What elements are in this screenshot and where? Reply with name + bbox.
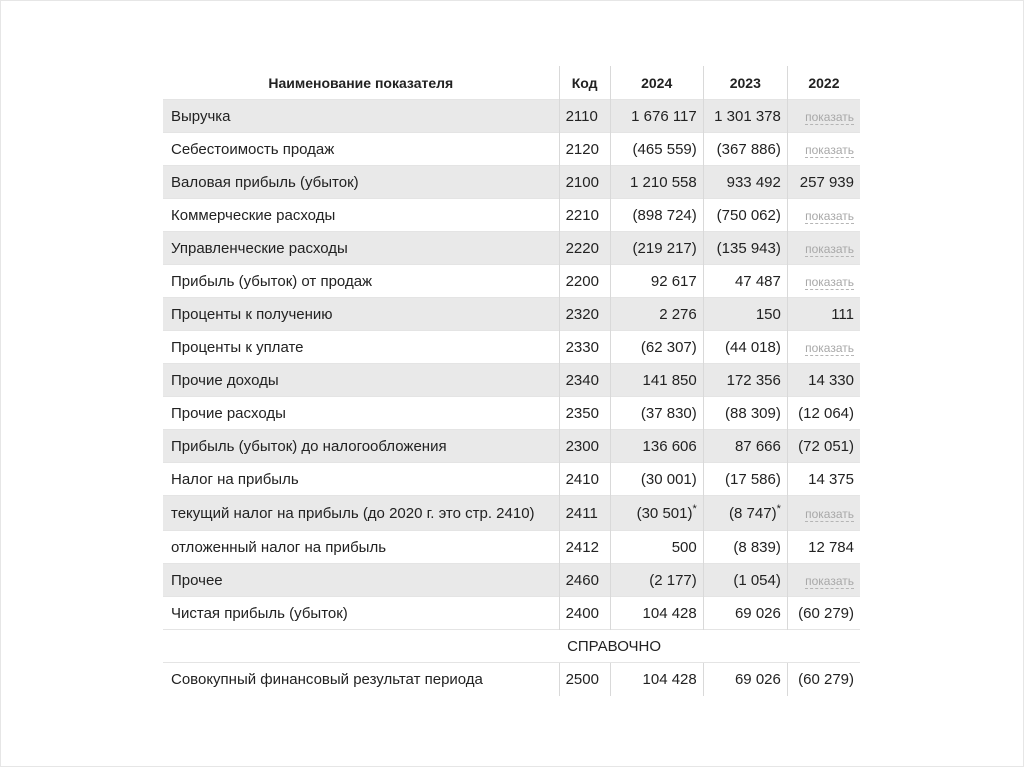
show-value-link[interactable]: показать — [805, 208, 854, 223]
value-2022 — [787, 496, 860, 531]
section-row — [163, 630, 860, 663]
value-2023: (44 018) — [703, 331, 787, 364]
value-2024: (37 830) — [610, 397, 703, 430]
table-row — [163, 430, 860, 463]
row-code: 2120 — [559, 133, 610, 166]
value-2022 — [787, 232, 860, 265]
value-2022 — [787, 133, 860, 166]
value-2022: 12 784 — [787, 531, 860, 564]
value-2024: 500 — [610, 531, 703, 564]
show-value-link[interactable]: показать — [805, 142, 854, 157]
header-2022: 2022 — [787, 66, 860, 100]
value-2024: 104 428 — [610, 597, 703, 630]
value-2024: 141 850 — [610, 364, 703, 397]
value-2024: 136 606 — [610, 430, 703, 463]
value-2024: 1 676 117 — [610, 100, 703, 133]
row-code: 2330 — [559, 331, 610, 364]
table-row — [163, 564, 860, 597]
table-row — [163, 331, 860, 364]
value-2023: (135 943) — [703, 232, 787, 265]
financial-report-table — [163, 66, 860, 696]
row-name: Прибыль (убыток) от продаж — [163, 265, 559, 298]
value-2023: (88 309) — [703, 397, 787, 430]
value-2023: (367 886) — [703, 133, 787, 166]
show-value-link[interactable]: показать — [805, 506, 854, 521]
value-2024: (465 559) — [610, 133, 703, 166]
row-name: Чистая прибыль (убыток) — [163, 597, 559, 630]
value-2023: 69 026 — [703, 597, 787, 630]
row-code: 2340 — [559, 364, 610, 397]
value-2022 — [787, 100, 860, 133]
value-2022: 111 — [787, 298, 860, 331]
table-row — [163, 364, 860, 397]
value-2023: 87 666 — [703, 430, 787, 463]
value-text: (8 747) — [729, 504, 777, 522]
row-code: 2200 — [559, 265, 610, 298]
section-spacer — [163, 630, 559, 663]
value-2024: (62 307) — [610, 331, 703, 364]
row-code: 2210 — [559, 199, 610, 232]
value-2023: 69 026 — [703, 663, 787, 697]
row-code: 2410 — [559, 463, 610, 496]
show-value-link[interactable]: показать — [805, 241, 854, 256]
value-2024: (898 724) — [610, 199, 703, 232]
row-name: текущий налог на прибыль (до 2020 г. это стр. 2410) — [163, 496, 559, 531]
row-name: Совокупный финансовый результат периода — [163, 663, 559, 697]
value-2022: (60 279) — [787, 663, 860, 697]
table-row — [163, 663, 860, 697]
value-2023: (1 054) — [703, 564, 787, 597]
row-name: Себестоимость продаж — [163, 133, 559, 166]
value-2024: 92 617 — [610, 265, 703, 298]
value-2023: 1 301 378 — [703, 100, 787, 133]
show-value-link[interactable]: показать — [805, 274, 854, 289]
row-code: 2100 — [559, 166, 610, 199]
table-row — [163, 133, 860, 166]
row-code: 2110 — [559, 100, 610, 133]
row-name: отложенный налог на прибыль — [163, 531, 559, 564]
table-row — [163, 298, 860, 331]
table-row — [163, 265, 860, 298]
value-2022: 14 375 — [787, 463, 860, 496]
row-name: Прибыль (убыток) до налогообложения — [163, 430, 559, 463]
value-2022: (72 051) — [787, 430, 860, 463]
row-name: Прочие доходы — [163, 364, 559, 397]
table-row — [163, 597, 860, 630]
row-name: Налог на прибыль — [163, 463, 559, 496]
footnote-marker: * — [776, 502, 781, 515]
value-2023: (8 839) — [703, 531, 787, 564]
value-2024: (30 001) — [610, 463, 703, 496]
value-2022 — [787, 265, 860, 298]
row-code: 2460 — [559, 564, 610, 597]
row-name: Валовая прибыль (убыток) — [163, 166, 559, 199]
row-name: Прочее — [163, 564, 559, 597]
row-code: 2320 — [559, 298, 610, 331]
row-code: 2412 — [559, 531, 610, 564]
value-2023: (750 062) — [703, 199, 787, 232]
table-row — [163, 232, 860, 265]
row-code: 2300 — [559, 430, 610, 463]
row-code: 2500 — [559, 663, 610, 697]
value-2023: (17 586) — [703, 463, 787, 496]
header-row — [163, 66, 860, 100]
value-2022: (60 279) — [787, 597, 860, 630]
row-name: Выручка — [163, 100, 559, 133]
header-name: Наименование показателя — [268, 74, 454, 91]
row-code: 2220 — [559, 232, 610, 265]
value-2024: 1 210 558 — [610, 166, 703, 199]
row-name: Коммерческие расходы — [163, 199, 559, 232]
header-code: Код — [559, 66, 610, 100]
value-2023 — [703, 496, 787, 531]
value-text: (30 501) — [636, 504, 693, 522]
table-row — [163, 496, 860, 531]
value-2022 — [787, 331, 860, 364]
value-2023: 933 492 — [703, 166, 787, 199]
value-2022: 257 939 — [787, 166, 860, 199]
row-code: 2350 — [559, 397, 610, 430]
table-row — [163, 531, 860, 564]
value-2022: 14 330 — [787, 364, 860, 397]
table-row — [163, 199, 860, 232]
row-name: Проценты к получению — [163, 298, 559, 331]
table-row — [163, 100, 860, 133]
footnote-marker: * — [692, 502, 697, 515]
header-2024: 2024 — [610, 66, 703, 100]
value-2022 — [787, 564, 860, 597]
value-2024: (2 177) — [610, 564, 703, 597]
show-value-link[interactable]: показать — [805, 109, 854, 124]
value-2024 — [610, 496, 703, 531]
value-2023: 150 — [703, 298, 787, 331]
value-2023: 172 356 — [703, 364, 787, 397]
row-name: Управленческие расходы — [163, 232, 559, 265]
header-2023: 2023 — [703, 66, 787, 100]
value-2022: (12 064) — [787, 397, 860, 430]
row-name: Прочие расходы — [163, 397, 559, 430]
row-code: 2400 — [559, 597, 610, 630]
table-row — [163, 166, 860, 199]
row-code: 2411 — [559, 496, 610, 531]
value-2023: 47 487 — [703, 265, 787, 298]
value-2022 — [787, 199, 860, 232]
show-value-link[interactable]: показать — [805, 573, 854, 588]
table-row — [163, 397, 860, 430]
table-row — [163, 463, 860, 496]
value-2024: 104 428 — [610, 663, 703, 697]
show-value-link[interactable]: показать — [805, 340, 854, 355]
row-name: Проценты к уплате — [163, 331, 559, 364]
value-2024: 2 276 — [610, 298, 703, 331]
value-2024: (219 217) — [610, 232, 703, 265]
section-title: СПРАВОЧНО — [559, 630, 860, 663]
